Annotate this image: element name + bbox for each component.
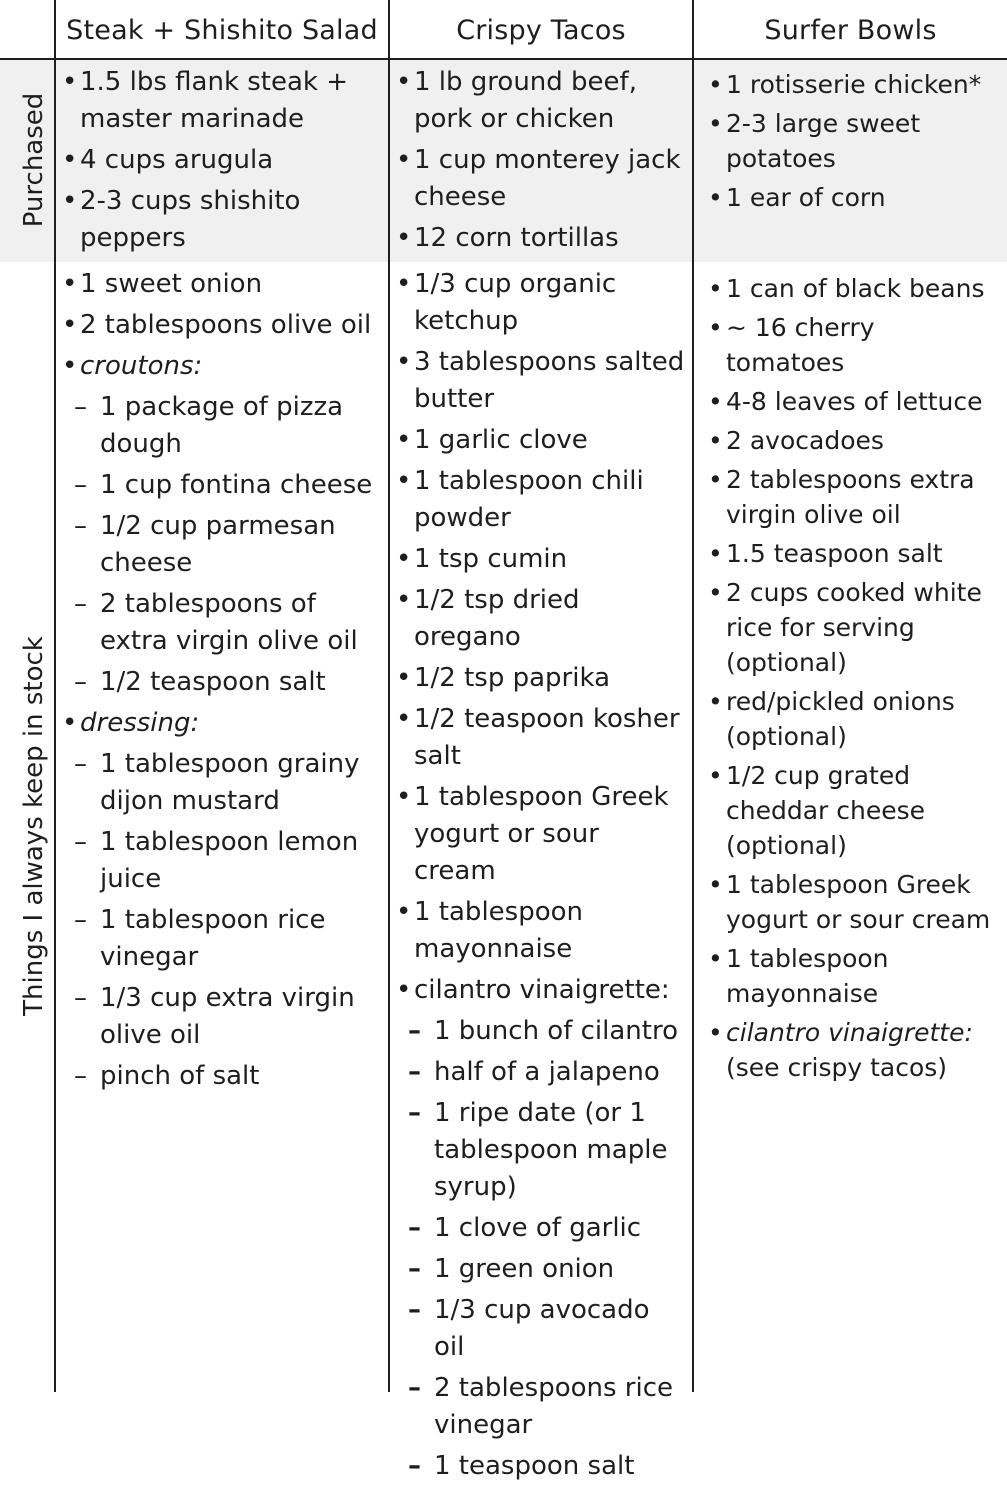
- sub-list-item: – 2 tablespoons of extra virgin olive oil: [62, 586, 384, 660]
- sub-list-item: – 2 tablespoons rice vinegar: [396, 1370, 688, 1444]
- list-item: • 1 rotisserie chicken*: [708, 67, 998, 102]
- cilantro-vinaigrette-item: [708, 1015, 998, 1085]
- list-item: • 2 tablespoons extra virgin olive oil: [708, 462, 998, 532]
- list-item: • 1 tablespoon Greek yogurt or sour cream: [396, 779, 688, 890]
- dressing-label: • dressing:: [62, 705, 384, 742]
- list-item: • 2 tablespoons olive oil: [62, 307, 384, 344]
- column-header-surfer: Surfer Bowls: [764, 14, 937, 46]
- list-item: • 1/2 tsp dried oregano: [396, 582, 688, 656]
- list-item: • 1/2 teaspoon kosher salt: [396, 701, 688, 775]
- column-divider: [692, 0, 694, 1392]
- sub-list-item: – 1 green onion: [396, 1251, 688, 1288]
- list-item: • 2-3 large sweet potatoes: [708, 106, 998, 176]
- list-item: • 12 corn tortillas: [396, 220, 688, 257]
- list-item: • 3 tablespoons salted butter: [396, 344, 688, 418]
- sub-list-item: – 1/2 teaspoon salt: [62, 664, 384, 701]
- list-item: • 1 cup monterey jack cheese: [396, 142, 688, 216]
- sub-list-item: – 1/2 cup parmesan cheese: [62, 508, 384, 582]
- list-item: • 2 avocadoes: [708, 423, 998, 458]
- purchased-cell-surfer: [708, 67, 998, 219]
- column-header-steak: Steak + Shishito Salad: [66, 14, 378, 46]
- list-item: • 1 tablespoon Greek yogurt or sour cream: [708, 867, 998, 937]
- stock-cell-surfer: [708, 271, 998, 1089]
- list-item: • 1 sweet onion: [62, 266, 384, 303]
- list-item: • 4 cups arugula: [62, 142, 384, 179]
- stock-cell-tacos: [396, 266, 688, 1489]
- list-item: • 1/2 tsp paprika: [396, 660, 688, 697]
- list-item: • 4-8 leaves of lettuce: [708, 384, 998, 419]
- list-item: • 1.5 lbs flank steak + master marinade: [62, 64, 384, 138]
- list-item: • 2 cups cooked white rice for serving (optional): [708, 575, 998, 680]
- list-item: • red/pickled onions (optional): [708, 684, 998, 754]
- sub-list-item: – 1 bunch of cilantro: [396, 1013, 688, 1050]
- croutons-label: • croutons:: [62, 348, 384, 385]
- list-item: • 2-3 cups shishito peppers: [62, 183, 384, 257]
- list-item: • 1 tsp cumin: [396, 541, 688, 578]
- stock-cell-steak: [62, 266, 384, 1099]
- purchased-cell-steak: [62, 64, 384, 261]
- see-crispy-tacos-note: (see crispy tacos): [726, 1053, 948, 1082]
- cilantro-vinaigrette-label: cilantro vinaigrette:: [726, 1018, 973, 1047]
- sub-list-item: – 1/3 cup extra virgin olive oil: [62, 980, 384, 1054]
- list-item: • 1 ear of corn: [708, 180, 998, 215]
- sub-list-item: – 1 teaspoon salt: [396, 1448, 688, 1485]
- sub-list-item: – 1 tablespoon grainy dijon mustard: [62, 746, 384, 820]
- list-item: • 1/3 cup organic ketchup: [396, 266, 688, 340]
- list-item: • 1 tablespoon chili powder: [396, 463, 688, 537]
- cilantro-vinaigrette-label: • cilantro vinaigrette:: [396, 972, 688, 1009]
- row-label-purchased: Purchased: [19, 92, 49, 228]
- sub-list-item: – 1 ripe date (or 1 tablespoon maple syrup): [396, 1095, 688, 1206]
- sub-list-item: – 1 tablespoon lemon juice: [62, 824, 384, 898]
- sub-list-item: – 1 package of pizza dough: [62, 389, 384, 463]
- sub-list-item: – 1 cup fontina cheese: [62, 467, 384, 504]
- list-item: • 1/2 cup grated cheddar cheese (optional): [708, 758, 998, 863]
- list-item: • 1.5 teaspoon salt: [708, 536, 998, 571]
- sub-list-item: – pinch of salt: [62, 1058, 384, 1095]
- sub-list-item: – half of a jalapeno: [396, 1054, 688, 1091]
- list-item: • 1 tablespoon mayonnaise: [708, 941, 998, 1011]
- purchased-cell-tacos: [396, 64, 688, 261]
- sub-list-item: – 1 clove of garlic: [396, 1210, 688, 1247]
- row-label-stock: Things I always keep in stock: [19, 636, 49, 1016]
- sub-list-item: – 1 tablespoon rice vinegar: [62, 902, 384, 976]
- column-header-tacos: Crispy Tacos: [456, 14, 626, 46]
- list-item: • ~ 16 cherry tomatoes: [708, 310, 998, 380]
- column-divider: [388, 0, 390, 1392]
- column-divider: [54, 0, 56, 1392]
- list-item: • 1 lb ground beef, pork or chicken: [396, 64, 688, 138]
- sub-list-item: – 1/3 cup avocado oil: [396, 1292, 688, 1366]
- list-item: • 1 garlic clove: [396, 422, 688, 459]
- list-item: • 1 tablespoon mayonnaise: [396, 894, 688, 968]
- list-item: • 1 can of black beans: [708, 271, 998, 306]
